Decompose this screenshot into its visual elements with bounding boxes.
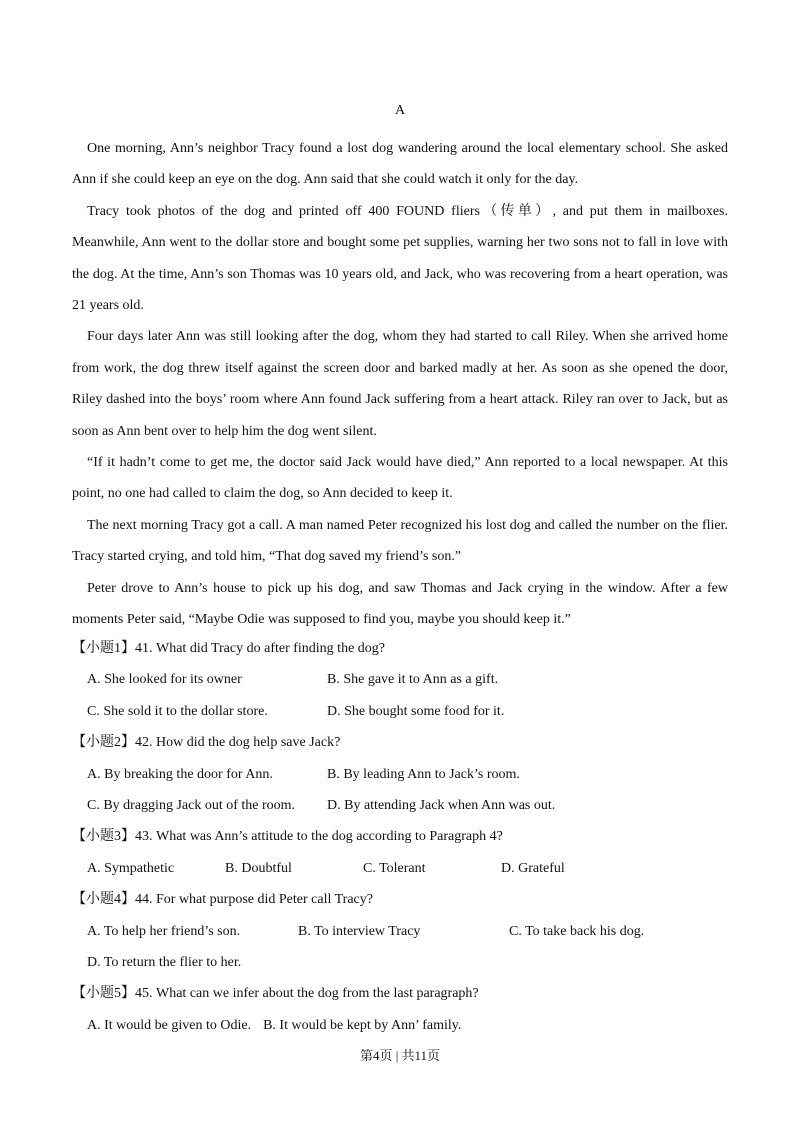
option-c[interactable]: C. To take back his dog. — [509, 923, 645, 939]
option-c[interactable]: C. Tolerant — [363, 860, 426, 876]
option-a[interactable]: A. Sympathetic — [87, 860, 175, 876]
reading-passage — [72, 133, 728, 636]
option-list — [72, 853, 728, 884]
passage-paragraph: Four days later Ann was still looking after the dog, whom they had started to call Riley. When she arrived home from work, the dog threw itself against the screen door and barked madly at her. As soon as she opened the door, Riley dashed into the boys’ room where Ann found Jack suffering from a heart attack. Riley ran over to Jack, but as soon as Ann bent over to help him the dog went silent. — [72, 329, 728, 439]
option-a[interactable]: A. It would be given to Odie. — [87, 1017, 252, 1033]
passage-paragraph: Peter drove to Ann’s house to pick up his dog, and saw Thomas and Jack crying in the window. After a few moments Peter said, “Maybe Odie was supposed to find you, maybe you should keep it.” — [72, 580, 728, 628]
section-title: A — [394, 103, 406, 118]
option-b[interactable]: B. It would be kept by Ann’ family. — [263, 1017, 462, 1033]
page-footer: 第4页 | 共11页 — [359, 1048, 441, 1063]
passage-paragraph: The next morning Tracy got a call. A man named Peter recognized his lost dog and called the number on the flier. Tracy started crying, and told him, “That dog saved my friend’s son.” — [72, 517, 728, 565]
option-list — [72, 759, 728, 822]
question-42 — [72, 727, 728, 821]
option-d[interactable]: D. To return the flier to her. — [87, 955, 242, 971]
question-41 — [72, 633, 728, 727]
question-stem: 【小题2】42. How did the dog help save Jack? — [72, 735, 341, 751]
question-stem: 【小题1】41. What did Tracy do after finding the dog? — [72, 641, 386, 656]
question-stem: 【小题3】43. What was Ann’s attitude to the dog according to Paragraph 4? — [72, 829, 503, 845]
option-c[interactable]: C. By dragging Jack out of the room. — [87, 798, 296, 814]
option-c[interactable]: C. She sold it to the dollar store. — [87, 703, 268, 719]
question-45 — [72, 978, 728, 1041]
question-stem: 【小题4】44. For what purpose did Peter call Tracy? — [72, 892, 373, 908]
option-d[interactable]: D. By attending Jack when Ann was out. — [327, 798, 556, 814]
question-list — [72, 633, 728, 1041]
option-b[interactable]: B. Doubtful — [225, 860, 292, 876]
passage-paragraph: “If it hadn’t come to get me, the doctor said Jack would have died,” Ann reported to a local newspaper. At this point, no one had called to claim the dog, so Ann decided to keep it. — [72, 455, 728, 502]
option-b[interactable]: B. To interview Tracy — [298, 923, 421, 939]
question-43 — [72, 821, 728, 884]
option-b[interactable]: B. By leading Ann to Jack’s room. — [327, 766, 520, 782]
option-a[interactable]: A. To help her friend’s son. — [87, 923, 241, 939]
option-list — [72, 1010, 728, 1041]
option-d[interactable]: D. She bought some food for it. — [327, 703, 505, 719]
question-stem: 【小题5】45. What can we infer about the dog from the last paragraph? — [72, 986, 479, 1002]
option-a[interactable]: A. By breaking the door for Ann. — [87, 766, 273, 782]
passage-paragraph: Tracy took photos of the dog and printed off 400 FOUND fliers（传单）, and put them in mailboxes. Meanwhile, Ann went to the dollar store and bought some pet supplies, warning her two sons not to fall in love with the dog. At the time, Ann’s son Thomas was 10 years old, and Jack, who was recovering from a heart operation, was 21 years old. — [72, 203, 728, 314]
passage-paragraph: One morning, Ann’s neighbor Tracy found a lost dog wandering around the local elementary school. She asked Ann if she could keep an eye on the dog. Ann said that she could watch it only for the day. — [72, 141, 728, 188]
question-44 — [72, 884, 728, 978]
option-list — [72, 916, 728, 979]
option-d[interactable]: D. Grateful — [501, 860, 565, 876]
option-list — [72, 664, 728, 727]
option-b[interactable]: B. She gave it to Ann as a gift. — [327, 672, 499, 688]
option-a[interactable]: A. She looked for its owner — [87, 672, 242, 688]
